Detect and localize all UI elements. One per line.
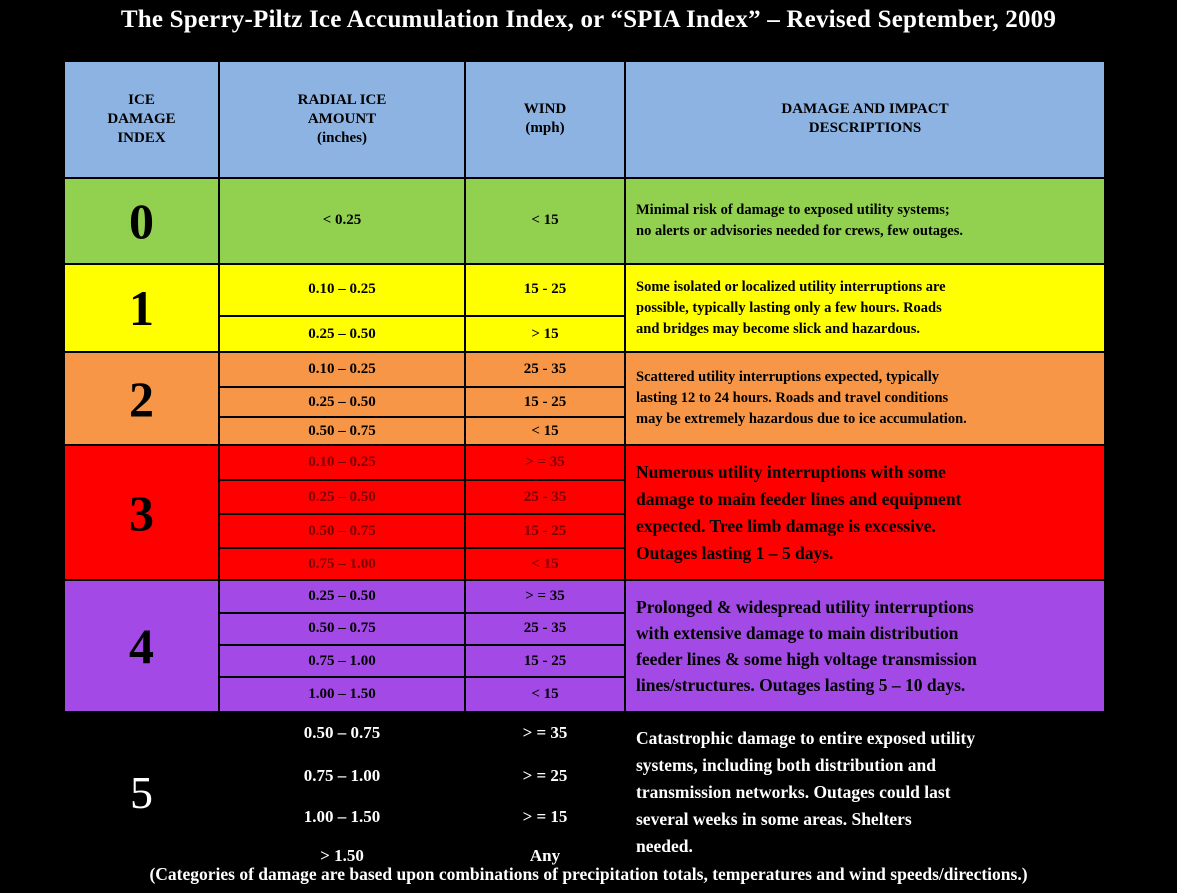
radial-ice-amount-cell: 1.00 – 1.50 <box>219 796 465 837</box>
spia-table <box>63 60 1106 875</box>
wind-cell: > = 35 <box>465 445 625 480</box>
header-damage-descriptions: DAMAGE AND IMPACT DESCRIPTIONS <box>625 61 1105 178</box>
damage-description-cell <box>625 445 1105 580</box>
description-line: several weeks in some areas. Shelters <box>636 809 912 830</box>
damage-description-cell <box>625 580 1105 712</box>
level-3-row-0 <box>64 445 1105 480</box>
description-line: systems, including both distribution and <box>636 755 937 776</box>
description-line: Minimal risk of damage to exposed utility systems; <box>636 201 950 218</box>
radial-ice-amount-cell: 0.25 – 0.50 <box>219 480 465 515</box>
damage-description-cell <box>625 178 1105 264</box>
wind-cell: 25 - 35 <box>465 352 625 387</box>
description-line: needed. <box>636 836 693 857</box>
radial-ice-amount-cell: 0.75 – 1.00 <box>219 548 465 580</box>
wind-cell: < 15 <box>465 677 625 712</box>
level-4-row-0 <box>64 580 1105 612</box>
header-wind: WIND (mph) <box>465 61 625 178</box>
wind-cell: 15 - 25 <box>465 264 625 316</box>
index-cell: 3 <box>64 445 219 580</box>
description-line: damage to main feeder lines and equipment <box>636 488 962 509</box>
radial-ice-amount-cell: 0.50 – 0.75 <box>219 514 465 547</box>
index-cell: 0 <box>64 178 219 264</box>
wind-cell: > = 35 <box>465 712 625 755</box>
description-line: Prolonged & widespread utility interruptions <box>636 597 974 618</box>
description-line: may be extremely hazardous due to ice accumulation. <box>636 411 967 428</box>
radial-ice-amount-cell: 0.10 – 0.25 <box>219 352 465 387</box>
damage-description-cell <box>625 352 1105 445</box>
radial-ice-amount-cell: 0.75 – 1.00 <box>219 645 465 677</box>
description-line: Numerous utility interruptions with some <box>636 461 946 482</box>
radial-ice-amount-cell: 0.10 – 0.25 <box>219 445 465 480</box>
wind-cell: < 15 <box>465 178 625 264</box>
footer-note: (Categories of damage are based upon combinations of precipitation totals, temperatures and wind speeds/directions.) <box>149 864 1028 884</box>
index-cell: 1 <box>64 264 219 353</box>
description-line: no alerts or advisories needed for crews, few outages. <box>636 222 964 239</box>
description-line: Scattered utility interruptions expected, typically <box>636 369 939 386</box>
damage-description-cell <box>625 712 1105 874</box>
wind-cell: < 15 <box>465 417 625 445</box>
description-line: possible, typically lasting only a few hours. Roads <box>636 299 942 316</box>
index-cell: 4 <box>64 580 219 712</box>
description-line: and bridges may become slick and hazardous. <box>636 320 920 337</box>
wind-cell: 25 - 35 <box>465 480 625 515</box>
radial-ice-amount-cell: 0.10 – 0.25 <box>219 264 465 316</box>
wind-cell: > = 15 <box>465 796 625 837</box>
wind-cell: > = 35 <box>465 580 625 612</box>
wind-cell: > 15 <box>465 316 625 353</box>
description-line: expected. Tree limb damage is excessive. <box>636 515 936 536</box>
damage-description-cell <box>625 264 1105 353</box>
description-line: lasting 12 to 24 hours. Roads and travel conditions <box>636 390 949 407</box>
radial-ice-amount-cell: 0.50 – 0.75 <box>219 417 465 445</box>
level-5-row-0 <box>64 712 1105 755</box>
radial-ice-amount-cell: 0.25 – 0.50 <box>219 316 465 353</box>
level-0-row-0 <box>64 178 1105 264</box>
radial-ice-amount-cell: > 1.50 <box>219 837 465 874</box>
wind-cell: > = 25 <box>465 755 625 796</box>
wind-cell: 15 - 25 <box>465 514 625 547</box>
index-cell: 2 <box>64 352 219 445</box>
description-line: feeder lines & some high voltage transmission <box>636 649 977 670</box>
wind-cell: 15 - 25 <box>465 387 625 417</box>
radial-ice-amount-cell: < 0.25 <box>219 178 465 264</box>
wind-cell: Any <box>465 837 625 874</box>
description-line: transmission networks. Outages could last <box>636 782 951 803</box>
header-ice-damage-index: ICE DAMAGE INDEX <box>64 61 219 178</box>
radial-ice-amount-cell: 0.25 – 0.50 <box>219 387 465 417</box>
description-line: Catastrophic damage to entire exposed utility <box>636 728 976 749</box>
wind-cell: 25 - 35 <box>465 613 625 645</box>
description-line: with extensive damage to main distribution <box>636 623 959 644</box>
header-radial-ice-amount: RADIAL ICE AMOUNT (inches) <box>219 61 465 178</box>
description-line: Outages lasting 1 – 5 days. <box>636 542 834 563</box>
index-cell: 5 <box>64 712 219 874</box>
description-line: Some isolated or localized utility interruptions are <box>636 278 946 295</box>
page-title: The Sperry-Piltz Ice Accumulation Index, or “SPIA Index” – Revised September, 2009 <box>120 6 1057 33</box>
radial-ice-amount-cell: 0.75 – 1.00 <box>219 755 465 796</box>
level-1-row-0 <box>64 264 1105 316</box>
radial-ice-amount-cell: 0.25 – 0.50 <box>219 580 465 612</box>
radial-ice-amount-cell: 1.00 – 1.50 <box>219 677 465 712</box>
description-line: lines/structures. Outages lasting 5 – 10 days. <box>636 675 966 696</box>
header-row <box>64 61 1105 178</box>
level-2-row-0 <box>64 352 1105 387</box>
radial-ice-amount-cell: 0.50 – 0.75 <box>219 613 465 645</box>
wind-cell: < 15 <box>465 548 625 580</box>
radial-ice-amount-cell: 0.50 – 0.75 <box>219 712 465 755</box>
wind-cell: 15 - 25 <box>465 645 625 677</box>
